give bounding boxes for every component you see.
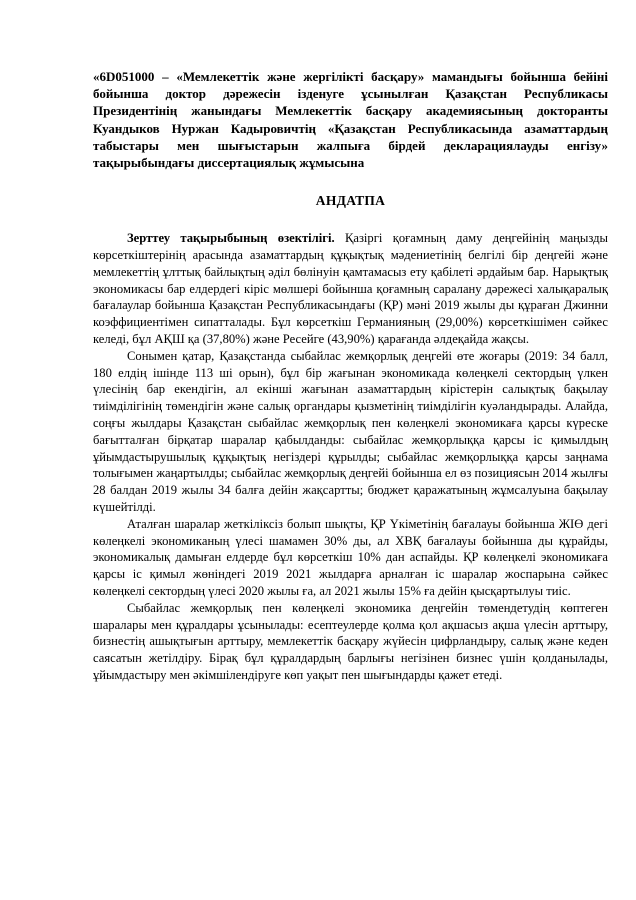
paragraph-text: Сонымен қатар, Қазақстанда сыбайлас жемқорлық деңгейі өте жоғары (2019: 34 балл, 180 елдің ішінде 113 ші орын), бұл бір жағынан экономикада көлеңкелі сектордың үлкен үлесінің бар екендігін, ал екінші жағынан азаматтардың кірістерін салықтық бақылау тиімділігінің төмендігін және салық органдары қызметінің тиімділігін куәландырады. Алайда, соңғы жылдары Қазақстан сыбайлас жемқорлық пен көлеңкелі экономикаға қарсы күреске бағытталған бірқатар шаралар қабылданды: сыбайлас жемқорлыққа қарсы іс қимылдың ұйымдастырушылық құқықтық негіздері құрылды; сыбайлас жемқорлыққа қарсы заңнама толығымен жаңартылды; сыбайлас жемқорлық деңгейі бойынша ел өз позициясын 2014 жылғы 28 балдан 2019 жылы 34 балға дейін жақсартты; бюджет қаражатының жұмсалуына бақылау күшейтілді. <box>93 348 608 514</box>
section-title: АНДАТПА <box>315 193 386 209</box>
paragraph-relevance <box>93 230 608 348</box>
paragraph-text: Қазіргі қоғамның даму деңгейінің маңызды көрсеткіштерінің арасында азаматтардың құқықтық мәдениетінің белгілі бір деңгейі және мемлекеттің ұлттық байлықтың әділ бөлінуін қамтамасыз ету қабілеті әрдайым бар. Нарықтық экономикасы бар елдердегі кіріс мөлшері бойынша қоғамның саралану дәрежесі халықаралық бағалаулар бойынша Қазақстан Республикасындағы (ҚР) мәні 2019 жылы ды құраған Джинни коэффициентімен сипатталады. Бұл көрсеткіш Германияның (29,00%) көрсеткішімен сәйкес келеді, бұл АҚШ қа (37,80%) және Ресейге (43,90%) қарағанда әлдеқайда жақсы. <box>93 231 608 346</box>
paragraph-text: Сыбайлас жемқорлық пен көлеңкелі экономика деңгейін төмендетудің көптеген шаралары мен құралдары ұсынылады: есептеулерде қолма қол ақшасыз ақша үлесін арттыру, бизнестің ашықтығын арттыру, мемлекеттік басқару жүйесін цифрландыру, салық және кеден саясатын жетілдіру. Бірақ бұл құралдардың барлығы негізінен бизнес үшін қолданылады, ұйымдастыру мен әкімшілендіруге көп уақыт пен шығындарды қажет етеді. <box>93 600 608 682</box>
paragraph-shadow-economy <box>93 516 608 600</box>
paragraph-text: Аталған шаралар жеткіліксіз болып шықты, ҚР Үкіметінің бағалауы бойынша ЖІӨ дегі көлеңкелі экономиканың үлесі шамамен 30% ды, ал ХВҚ бағалауы бойынша ды құрайды, экономикалық дамыған елдерде бұл көрсеткіш 10% дан аспайды. ҚР көлеңкелі экономикаға қарсы іс қимыл жөніндегі 2019 2021 жылдарға арналған іс шаралар жоспарына сәйкес көлеңкелі сектордың үлесі 2020 жылы ға, ал 2021 жылы 15% ға дейін қысқартылуы тиіс. <box>93 516 608 598</box>
paragraph-corruption <box>93 348 608 516</box>
paragraph-measures <box>93 600 608 684</box>
dissertation-heading: «6D051000 – «Мемлекеттік және жергілікті басқару» мамандығы бойынша бейіні бойынша доктор дәрежесін ізденуге ұсынылған Қазақстан Республикасы Президентінің жанындағы Мемлекеттік басқару академиясының докторанты Куандыков Нуржан Кадыровичтің «Қазақстан Республикасында азаматтардың табыстары мен шығыстарын жалпыға бірдей декларациялауды енгізу» тақырыбындағы диссертациялық жұмысына <box>93 69 608 171</box>
paragraph-lead: Зерттеу тақырыбының өзектілігі. <box>127 231 335 246</box>
